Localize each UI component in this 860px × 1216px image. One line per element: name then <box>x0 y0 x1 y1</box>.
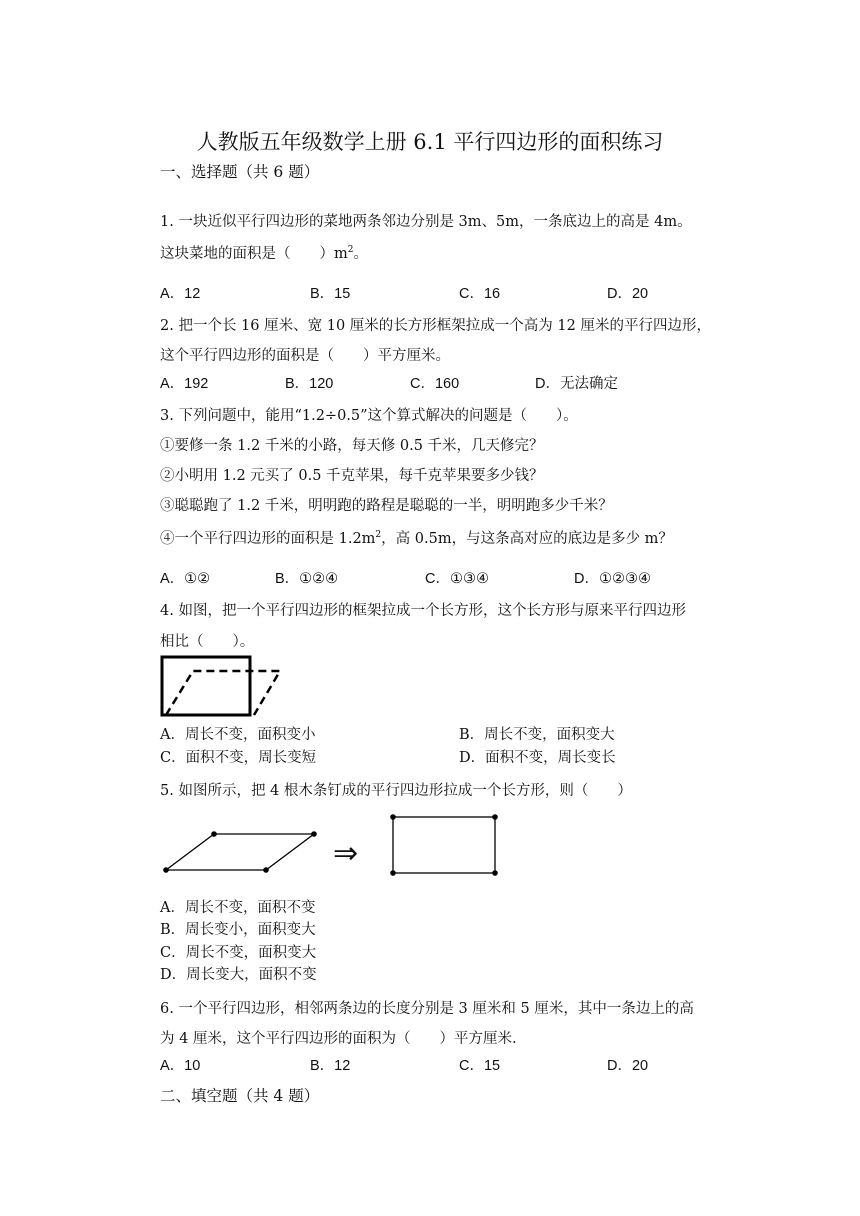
q4-option-a[interactable]: A．周长不变，面积变小 <box>160 727 316 743</box>
q3-item-4: ④一个平行四边形的面积是 $1.2m^2$，高 0.5m，与这条高对应的底边是多少 m？ <box>160 530 673 547</box>
q4-option-c[interactable]: C．面积不变，周长变短 <box>160 750 317 766</box>
q1-option-b[interactable]: B．15 <box>310 286 351 302</box>
q6-option-c[interactable]: C．15 <box>459 1058 501 1074</box>
q4-line1: 4. 如图，把一个平行四边形的框架拉成一个长方形，这个长方形与原来平行四边形 <box>160 603 686 619</box>
q3-option-a[interactable]: A．①② <box>160 571 211 587</box>
q1-line1: 1. 一块近似平行四边形的菜地两条邻边分别是 3m、5m，一条底边上的高是 4m。 <box>160 214 692 230</box>
q5-figure-parallelogram <box>158 828 318 876</box>
section-heading-fill: 二、填空题（共 4 题） <box>160 1087 320 1105</box>
q2-option-b[interactable]: B．120 <box>285 376 334 392</box>
q4-option-d[interactable]: D．面积不变，周长变长 <box>459 750 616 766</box>
q5-option-a[interactable]: A．周长不变，面积不变 <box>160 900 316 916</box>
q5-option-d[interactable]: D．周长变大，面积不变 <box>160 967 317 983</box>
q1-option-c[interactable]: C．16 <box>459 286 501 302</box>
q3-option-c[interactable]: C．①③④ <box>425 571 489 587</box>
q3-item-1: ①要修一条 1.2 千米的小路，每天修 0.5 千米，几天修完？ <box>160 438 544 454</box>
q5-option-c[interactable]: C．周长不变，面积变大 <box>160 945 317 961</box>
q2-option-d[interactable]: D．无法确定 <box>535 376 618 392</box>
page-title: 人教版五年级数学上册 6.1 平行四边形的面积练习 <box>196 130 664 154</box>
q5-option-b[interactable]: B．周长变小，面积变大 <box>160 922 316 938</box>
q3-item-2: ②小明用 1.2 元买了 0.5 千克苹果，每千克苹果要多少钱？ <box>160 468 544 484</box>
q6-option-d[interactable]: D．20 <box>607 1058 649 1074</box>
q4-figure-rect-parallelogram <box>158 654 288 718</box>
q5-line1: 5. 如图所示，把 4 根木条钉成的平行四边形拉成一个长方形，则（ ） <box>160 783 632 799</box>
q6-option-a[interactable]: A．10 <box>160 1058 201 1074</box>
q6-line2: 为 4 厘米，这个平行四边形的面积为（ ）平方厘米. <box>160 1031 517 1047</box>
q3-line1: 3. 下列问题中，能用“1.2÷0.5”这个算式解决的问题是（ ）。 <box>160 408 578 424</box>
q4-line2: 相比（ ）。 <box>160 634 255 650</box>
q1-option-a[interactable]: A．12 <box>160 286 201 302</box>
q3-option-b[interactable]: B．①②④ <box>275 571 339 587</box>
q3-option-d[interactable]: D．①②③④ <box>574 571 651 587</box>
q2-option-a[interactable]: A．192 <box>160 376 209 392</box>
q6-line1: 6. 一个平行四边形，相邻两条边的长度分别是 3 厘米和 5 厘米，其中一条边上的高 <box>160 1001 694 1017</box>
q2-line2: 这个平行四边形的面积是（ ）平方厘米。 <box>160 348 450 364</box>
q1-option-d[interactable]: D．20 <box>607 286 649 302</box>
q3-item-3: ③聪聪跑了 1.2 千米，明明跑的路程是聪聪的一半，明明跑多少千米？ <box>160 498 613 514</box>
q2-option-c[interactable]: C．160 <box>410 376 460 392</box>
q6-option-b[interactable]: B．12 <box>310 1058 351 1074</box>
q1-line2: 这块菜地的面积是（ ）$m^2$。 <box>160 245 368 262</box>
q5-figure-rectangle <box>388 812 500 878</box>
q2-line1: 2. 把一个长 16 厘米、宽 10 厘米的长方形框架拉成一个高为 12 厘米的平行四边形， <box>160 318 711 334</box>
q4-option-b[interactable]: B．周长不变，面积变大 <box>459 727 615 743</box>
q5-arrow-icon: ⇒ <box>333 836 359 871</box>
section-heading-choice: 一、选择题（共 6 题） <box>160 163 320 181</box>
